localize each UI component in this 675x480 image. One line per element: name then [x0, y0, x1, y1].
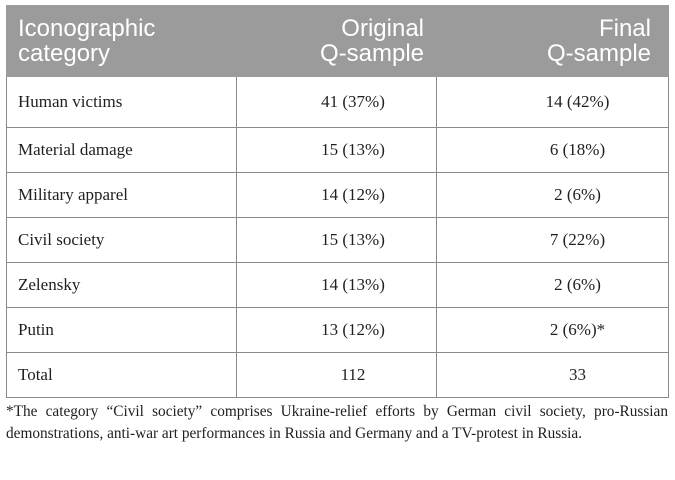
category-cell: Human victims — [7, 77, 237, 128]
category-cell: Zelensky — [7, 263, 237, 308]
table-header — [7, 6, 669, 77]
table-row — [7, 77, 669, 128]
data-table — [6, 5, 669, 398]
original-cell: 112 — [237, 353, 437, 398]
table-row — [7, 128, 669, 173]
original-cell: 14 (13%) — [237, 263, 437, 308]
header-line: Q-sample — [546, 40, 651, 67]
header-line: category — [18, 40, 111, 67]
table-row — [7, 173, 669, 218]
original-cell: 15 (13%) — [237, 128, 437, 173]
header-line: Iconographic — [18, 15, 156, 42]
header-line: Final — [598, 15, 651, 42]
header-line: Q-sample — [319, 40, 424, 67]
header-row — [7, 6, 669, 77]
original-cell: 41 (37%) — [237, 77, 437, 128]
original-cell: 15 (13%) — [237, 218, 437, 263]
category-cell: Total — [7, 353, 237, 398]
table-row — [7, 263, 669, 308]
header-iconographic-category — [7, 6, 237, 77]
header-original-q-sample — [237, 6, 437, 77]
final-cell: 14 (42%) — [437, 77, 669, 128]
table-row — [7, 308, 669, 353]
table-body — [7, 77, 669, 398]
final-cell: 2 (6%) — [437, 173, 669, 218]
final-cell: 33 — [437, 353, 669, 398]
final-cell: 2 (6%) — [437, 263, 669, 308]
original-cell: 14 (12%) — [237, 173, 437, 218]
category-cell: Military apparel — [7, 173, 237, 218]
category-cell: Material damage — [7, 128, 237, 173]
original-cell: 13 (12%) — [237, 308, 437, 353]
final-cell: 2 (6%)* — [437, 308, 669, 353]
category-cell: Putin — [7, 308, 237, 353]
table-footnote: *The category “Civil society” comprises Ukraine-relief efforts by German civil society, pro-Russian demonstrations, anti-war art performances in Russia and Germany and a TV-protest in Russia. — [6, 403, 668, 442]
header-line: Original — [341, 15, 424, 42]
category-cell: Civil society — [7, 218, 237, 263]
table-row — [7, 218, 669, 263]
final-cell: 6 (18%) — [437, 128, 669, 173]
final-cell: 7 (22%) — [437, 218, 669, 263]
table-row-total — [7, 353, 669, 398]
header-final-q-sample — [437, 6, 669, 77]
